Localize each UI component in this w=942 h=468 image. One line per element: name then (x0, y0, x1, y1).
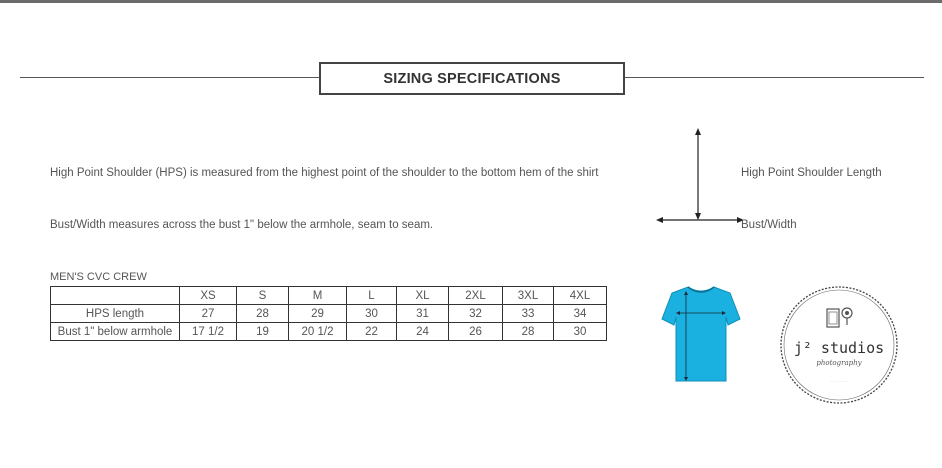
page-title: SIZING SPECIFICATIONS (383, 70, 561, 87)
measurement-arrows-icon (652, 126, 748, 228)
table-header-cell: 4XL (554, 287, 607, 305)
logo-brand-text: j² studios (793, 339, 885, 357)
studio-logo (777, 283, 901, 407)
tshirt-icon (660, 283, 742, 383)
table-header-cell: XS (180, 287, 237, 305)
table-cell: 33 (503, 305, 554, 323)
table-cell: 32 (449, 305, 503, 323)
table-row (51, 305, 607, 323)
hps-length-label: High Point Shoulder Length (741, 167, 882, 179)
table-cell: 19 (237, 323, 289, 341)
table-cell: 27 (180, 305, 237, 323)
hps-description: High Point Shoulder (HPS) is measured from the highest point of the shoulder to the bottom hem of the shirt (50, 167, 599, 179)
top-border (0, 0, 942, 3)
table-cell: 31 (397, 305, 449, 323)
bust-width-label: Bust/Width (741, 219, 797, 231)
table-cell: 34 (554, 305, 607, 323)
table-cell: 28 (237, 305, 289, 323)
title-box (319, 62, 625, 95)
table-header-cell: 3XL (503, 287, 554, 305)
table-row (51, 323, 607, 341)
table-cell: 17 1/2 (180, 323, 237, 341)
table-cell: 20 1/2 (289, 323, 347, 341)
table-header-cell (51, 287, 180, 305)
table-header-cell: S (237, 287, 289, 305)
table-cell: 24 (397, 323, 449, 341)
title-rule-right (624, 77, 924, 78)
table-header-cell: L (347, 287, 397, 305)
bust-description: Bust/Width measures across the bust 1" below the armhole, seam to seam. (50, 219, 434, 231)
table-caption: MEN'S CVC CREW (50, 271, 147, 283)
table-cell: HPS length (51, 305, 180, 323)
table-cell: 22 (347, 323, 397, 341)
table-cell: 28 (503, 323, 554, 341)
size-table (50, 286, 607, 341)
title-rule-left (20, 77, 320, 78)
table-cell: Bust 1" below armhole (51, 323, 180, 341)
table-cell: 30 (347, 305, 397, 323)
table-cell: 29 (289, 305, 347, 323)
table-header-cell: M (289, 287, 347, 305)
svg-text:· · · · · · · ·: · · · · · · · · (830, 380, 848, 384)
table-cell: 30 (554, 323, 607, 341)
table-cell: 26 (449, 323, 503, 341)
table-header-cell: XL (397, 287, 449, 305)
logo-tagline-text: photography (816, 359, 862, 367)
table-header-cell: 2XL (449, 287, 503, 305)
table-header-row (51, 287, 607, 305)
